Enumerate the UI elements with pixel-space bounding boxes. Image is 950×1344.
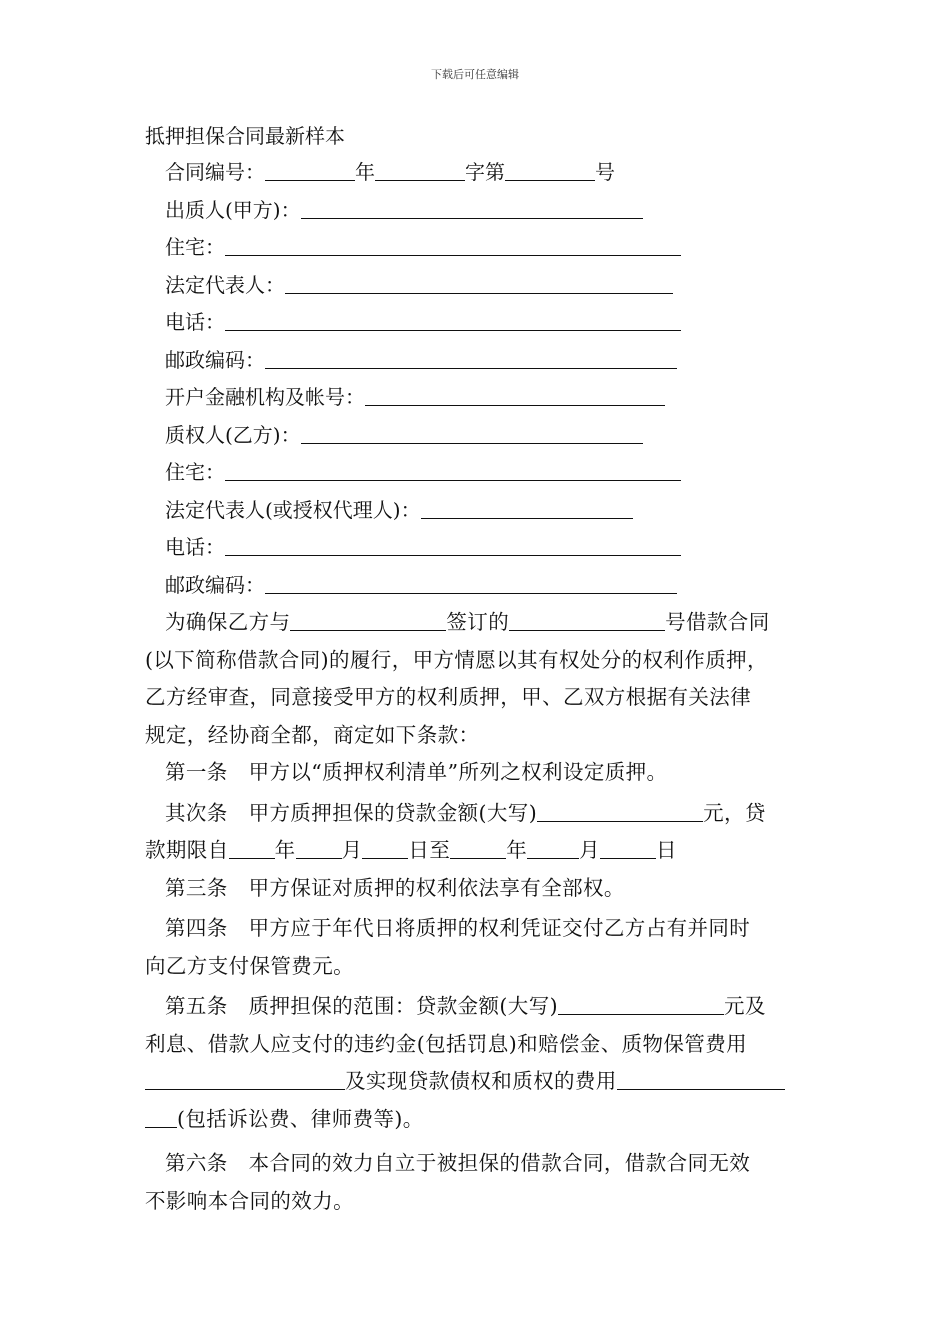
pledgee-name-label: 质权人(乙方)： <box>165 422 301 447</box>
month-label-2: 月 <box>579 838 601 862</box>
pledgee-legal-rep-line <box>145 492 809 530</box>
pledgee-postcode-line <box>145 567 809 605</box>
loan-term-label: 款期限自 <box>145 838 229 862</box>
start-day-blank[interactable] <box>362 837 408 859</box>
pledgor-name-label: 出质人(甲方)： <box>165 197 301 222</box>
pledgor-postcode-blank[interactable] <box>265 347 677 369</box>
article-6-line-1: 第六条 本合同的效力自立于被担保的借款合同，借款合同无效 <box>165 1151 751 1175</box>
preamble-line-3: 乙方经审查，同意接受甲方的权利质押，甲、乙双方根据有关法律 <box>145 685 752 709</box>
article-5-line-1 <box>145 988 809 1026</box>
article-1: 第一条 甲方以“质押权利清单”所列之权利设定质押。 <box>165 760 668 784</box>
article-2-unit: 元，贷 <box>703 800 766 825</box>
preamble-text-3: 号借款合同 <box>665 610 770 634</box>
pledgee-name-line <box>145 417 809 455</box>
header-note: 下载后可任意编辑 <box>431 68 519 81</box>
pledgor-legal-rep-blank[interactable] <box>285 272 673 294</box>
article-6-line-2: 不影响本合同的效力。 <box>145 1188 354 1213</box>
year-char: 年 <box>355 160 375 184</box>
pledgee-phone-blank[interactable] <box>225 534 681 556</box>
start-month-blank[interactable] <box>296 837 342 859</box>
loan-party-blank[interactable] <box>290 609 446 631</box>
article-2-line-2 <box>145 832 809 870</box>
loan-contract-no-blank[interactable] <box>509 609 665 631</box>
pledgee-postcode-blank[interactable] <box>265 572 677 594</box>
preamble-line-1 <box>145 604 809 642</box>
article-3: 第三条 甲方保证对质押的权利依法享有全部权。 <box>165 875 625 900</box>
pledgee-legal-rep-blank[interactable] <box>421 497 633 519</box>
guarantee-amount-blank[interactable] <box>558 993 724 1015</box>
pledgee-address-blank[interactable] <box>225 459 681 481</box>
contract-document <box>145 118 809 1220</box>
pledgee-address-label: 住宅： <box>165 460 225 484</box>
pledgor-postcode-line <box>145 342 809 380</box>
article-5-mid: 及实现贷款债权和质权的费用 <box>345 1069 617 1093</box>
article-5-line-4 <box>145 1101 809 1139</box>
pledgee-postcode-label: 邮政编码： <box>165 572 265 597</box>
custody-fee-blank[interactable] <box>145 1068 345 1090</box>
contract-year-blank[interactable] <box>265 159 355 181</box>
start-year-blank[interactable] <box>229 837 275 859</box>
article-2-lead: 其次条 甲方质押担保的贷款金额(大写) <box>165 800 538 825</box>
realization-cost-blank-cont[interactable] <box>145 1106 177 1128</box>
end-month-blank[interactable] <box>527 837 579 859</box>
contract-no-blank[interactable] <box>505 159 595 181</box>
article-5-tail: (包括诉讼费、律师费等)。 <box>177 1106 424 1131</box>
char-no-char: 字第 <box>465 160 505 184</box>
article-5-line-3 <box>145 1063 809 1101</box>
loan-amount-blank[interactable] <box>537 800 703 822</box>
pledgor-bank-line <box>145 379 809 417</box>
pledgor-bank-label: 开户金融机构及帐号： <box>165 385 365 409</box>
pledgor-phone-label: 电话： <box>165 310 225 334</box>
realization-cost-blank[interactable] <box>617 1068 785 1090</box>
article-4-line-1: 第四条 甲方应于年代日将质押的权利凭证交付乙方占有并同时 <box>165 916 751 940</box>
year-label-2: 年 <box>506 838 528 862</box>
pledgor-legal-rep-label: 法定代表人： <box>165 272 285 297</box>
article-5-line-2: 利息、借款人应支付的违约金(包括罚息)和赔偿金、质物保管费用 <box>145 1031 747 1056</box>
article-5-lead: 第五条 质押担保的范围：贷款金额(大写) <box>165 994 558 1018</box>
pledgee-phone-line <box>145 529 809 567</box>
document-title: 抵押担保合同最新样本 <box>145 124 345 148</box>
article-5-unit: 元及 <box>724 994 766 1018</box>
pledgor-name-line <box>145 192 809 230</box>
contract-number-label: 合同编号： <box>165 160 265 184</box>
preamble-line-4: 规定，经协商全都，商定如下条款： <box>145 722 480 747</box>
pledgee-legal-rep-label: 法定代表人(或授权代理人)： <box>165 497 421 522</box>
contract-char-blank[interactable] <box>375 159 465 181</box>
pledgor-address-blank[interactable] <box>225 234 681 256</box>
month-label: 月 <box>341 838 363 862</box>
end-day-blank[interactable] <box>600 837 656 859</box>
no-char: 号 <box>595 160 615 184</box>
pledgor-name-blank[interactable] <box>301 197 643 219</box>
end-year-blank[interactable] <box>450 837 506 859</box>
day-to-label: 日至 <box>408 838 451 862</box>
preamble-text-2: 签订的 <box>446 610 510 634</box>
preamble-line-2: (以下简称借款合同)的履行，甲方情愿以其有权处分的权利作质押， <box>145 647 768 672</box>
article-2-line-1 <box>145 795 809 833</box>
pledgee-name-blank[interactable] <box>301 422 643 444</box>
pledgor-legal-rep-line <box>145 267 809 305</box>
pledgor-address-label: 住宅： <box>165 235 225 259</box>
pledgor-phone-blank[interactable] <box>225 309 681 331</box>
pledgor-postcode-label: 邮政编码： <box>165 347 265 372</box>
pledgee-address-line <box>145 454 809 492</box>
pledgee-phone-label: 电话： <box>165 535 225 559</box>
pledgor-address-line <box>145 229 809 267</box>
preamble-text-1: 为确保乙方与 <box>165 610 291 634</box>
article-4-line-2: 向乙方支付保管费元。 <box>145 953 354 978</box>
contract-number-line <box>145 154 809 192</box>
pledgor-bank-blank[interactable] <box>365 384 665 406</box>
day-label: 日 <box>656 838 677 862</box>
year-label: 年 <box>274 838 296 862</box>
pledgor-phone-line <box>145 304 809 342</box>
